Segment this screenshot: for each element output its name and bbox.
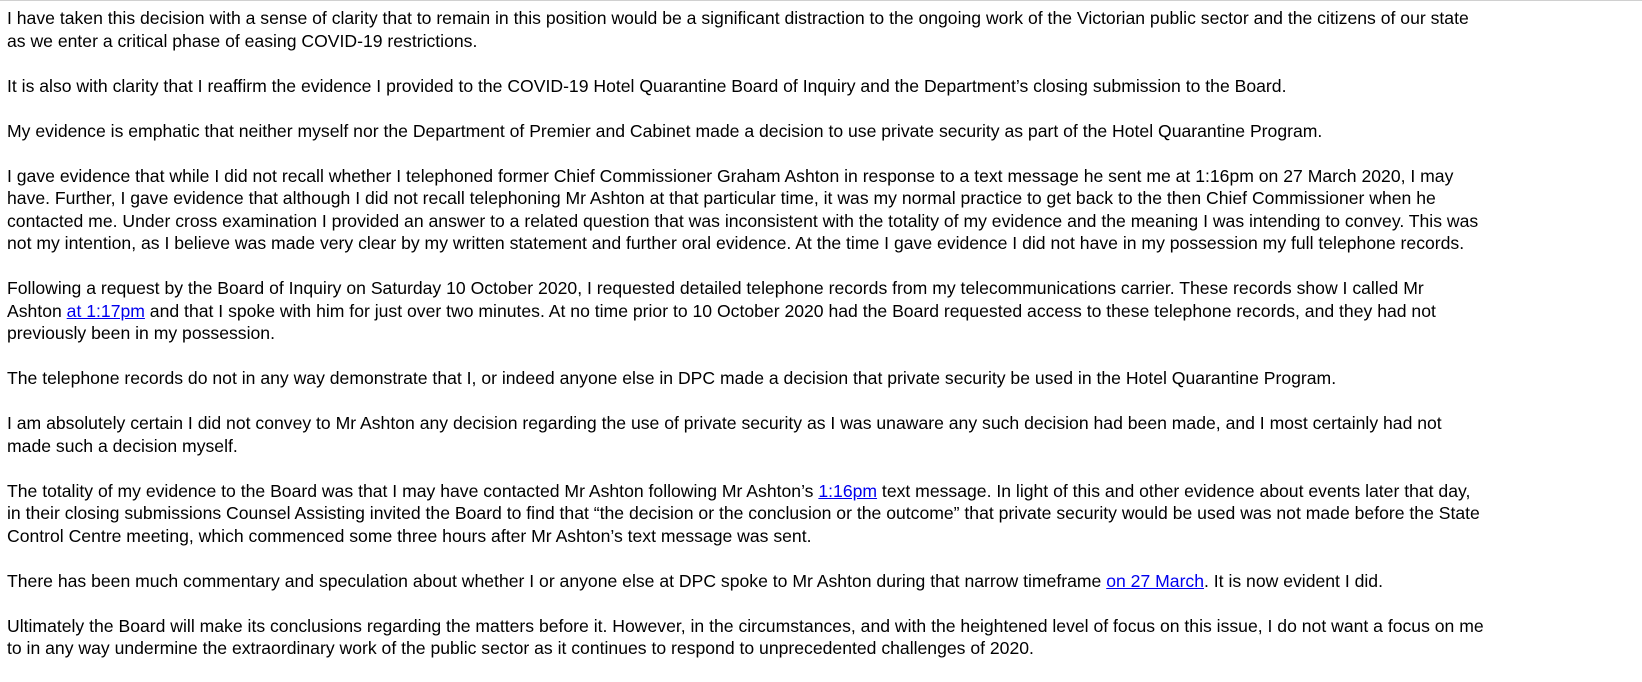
paragraph-line [7,300,1639,323]
paragraph-5 [7,277,1639,345]
paragraph-7 [7,412,1639,457]
paragraph-2 [7,75,1639,98]
paragraph-line: contacted me. Under cross examination I provided an answer to a related question that was inconsistent with the totality of my evidence and the meaning I was intending to convey. This was [7,210,1479,231]
paragraph-10 [7,615,1639,660]
paragraph-line [7,570,1639,593]
text-segment: and that I spoke with him for just over two minutes. At no time prior to 10 October 2020 had the Board requested access to these telephone records, and they had not [144,300,1436,321]
paragraph-line: Control Centre meeting, which commenced some three hours after Mr Ashton’s text message was sent. [7,525,812,546]
text-segment: Ashton [7,300,67,321]
paragraph-line: Following a request by the Board of Inquiry on Saturday 10 October 2020, I requested detailed telephone records from my telecommunications carrier. These records show I called Mr [7,278,1424,298]
paragraph-line: I am absolutely certain I did not convey to Mr Ashton any decision regarding the use of private security as I was unaware any such decision had been made, and I most certainly had not [7,413,1442,433]
paragraph-line: My evidence is emphatic that neither myself nor the Department of Premier and Cabinet made a decision to use private security as part of the Hotel Quarantine Program. [7,120,1323,141]
paragraph-line: to in any way undermine the extraordinary work of the public sector as it continues to respond to unprecedented challenges of 2020. [7,638,1034,658]
paragraph-line: have. Further, I gave evidence that although I did not recall telephoning Mr Ashton at that particular time, it was my normal practice to get back to the then Chief Commissioner when he [7,188,1436,208]
paragraph-line: The telephone records do not in any way demonstrate that I, or indeed anyone else in DPC made a decision that private security be used in the Hotel Quarantine Program. [7,368,1337,388]
paragraph-3 [7,120,1639,143]
link-on-27-march[interactable]: on 27 March [1106,570,1205,591]
paragraph-line: in their closing submissions Counsel Assisting invited the Board to find that “the decision or the conclusion or the outcome” that private security would be used was not made before the State [7,503,1480,523]
paragraph-line: I gave evidence that while I did not recall whether I telephoned former Chief Commissioner Graham Ashton in response to a text message he sent me at 1:16pm on 27 March 2020, I may [7,165,1454,186]
link-1-16pm[interactable]: 1:16pm [818,480,878,501]
paragraph-line: I have taken this decision with a sense of clarity that to remain in this position would be a significant distraction to the ongoing work of the Victorian public sector and the citizens of our state [7,8,1469,28]
link-at-1-17pm[interactable]: at 1:17pm [66,300,145,321]
text-segment: . It is now evident I did. [1204,570,1383,591]
paragraph-4 [7,165,1639,255]
paragraph-line: made such a decision myself. [7,435,238,456]
paragraph-line: Ultimately the Board will make its conclusions regarding the matters before it. However, in the circumstances, and with the heightened level of focus on this issue, I do not want a focus on me [7,615,1484,636]
paragraph-1 [7,7,1639,52]
paragraph-6 [7,367,1639,390]
paragraph-9 [7,570,1639,593]
statement-document [7,7,1639,682]
text-segment: There has been much commentary and speculation about whether I or anyone else at DPC spoke to Mr Ashton during that narrow timeframe [7,570,1107,591]
paragraph-line [7,480,1639,503]
paragraph-line: previously been in my possession. [7,323,275,343]
text-segment: text message. In light of this and other evidence about events later that day, [877,480,1471,501]
paragraph-line: as we enter a critical phase of easing COVID-19 restrictions. [7,30,478,51]
paragraph-line: It is also with clarity that I reaffirm the evidence I provided to the COVID-19 Hotel Quarantine Board of Inquiry and the Department’s closing submission to the Board. [7,75,1287,96]
top-border [0,0,1642,1]
text-segment: The totality of my evidence to the Board was that I may have contacted Mr Ashton following Mr Ashton’s [7,480,819,501]
paragraph-8 [7,480,1639,548]
paragraph-line: not my intention, as I believe was made very clear by my written statement and further oral evidence. At the time I gave evidence I did not have in my possession my full telephone records. [7,233,1465,253]
